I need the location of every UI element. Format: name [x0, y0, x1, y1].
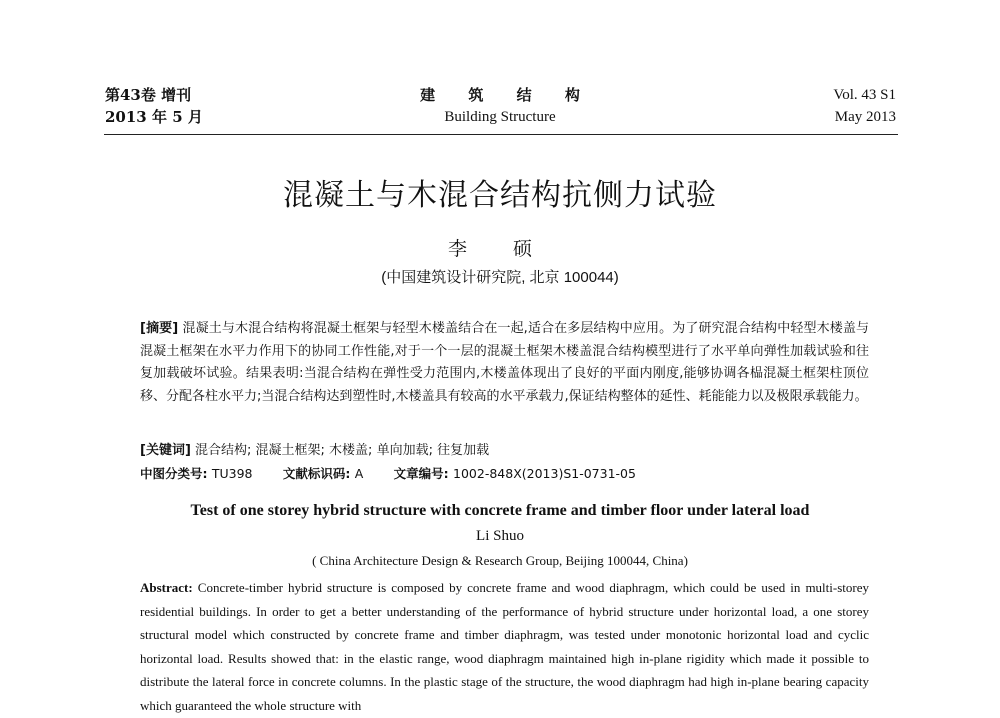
- abstract-en-text: Concrete-timber hybrid structure is composed by concrete frame and wood diaphragm, which could be used in multi-storey residential buildings. In order to get a better understanding of the performance of hybrid structure under horizontal load, a one storey structural model which constructed by concrete frame and timber diaphragm, was tested under monotonic horizontal load and cyclic horizontal load. Results showed that: in the elastic range, wood diaphragm maintained high in-plane rigidity which made it possible to distribute the lateral force in concrete columns. In the plastic stage of the structure, the wood diaphragm had high in-plane bearing capacity which guaranteed the whole structure with: [140, 580, 869, 713]
- keywords-cn: [140, 439, 869, 458]
- abstract-cn-text: 混凝土与木混合结构将混凝土框架与轻型木楼盖结合在一起,适合在多层结构中应用。为了研究混合结构中轻型木楼盖与混凝土框架在水平力作用下的协同工作性能,对于一个一层的混凝土框架木楼盖混合结构模型进行了水平单向弹性加载试验和往复加载破坏试验。结果表明:当混合结构在弹性受力范围内,木楼盖体现出了良好的平面内刚度,能够协调各榀混凝土框架柱顶位移、分配各柱水平力;当混合结构达到塑性时,木楼盖具有较高的水平承载力,保证结构整体的延性、耗能能力以及极限承载能力。: [140, 321, 869, 404]
- article-value: 1002-848X(2013)S1-0731-05: [453, 466, 636, 481]
- journal-date-cn: 2013 年 5 月: [105, 108, 203, 126]
- abstract-cn-label: [摘要]: [140, 321, 179, 336]
- affiliation-cn: (中国建筑设计研究院, 北京 100044): [381, 269, 619, 286]
- doc-code-value: A: [354, 466, 364, 481]
- author-cn: 李 硕: [447, 238, 553, 260]
- journal-name-en: Building Structure: [444, 109, 556, 125]
- document-code: [283, 466, 368, 481]
- doc-code-label: 文献标识码:: [282, 466, 351, 481]
- journal-issue: 第43卷 增刊: [105, 86, 192, 104]
- affiliation-en: ( China Architecture Design & Research Group, Beijing 100044, China): [312, 553, 688, 568]
- header-rule: [104, 134, 898, 135]
- classification-line: [140, 464, 869, 482]
- abstract-en-label: Abstract:: [140, 580, 193, 595]
- paper-title-en: Test of one storey hybrid structure with concrete frame and timber floor under lateral load: [190, 502, 810, 519]
- keywords-cn-label: [关键词]: [140, 443, 191, 458]
- abstract-cn: [140, 318, 869, 408]
- clc-value: TU398: [211, 466, 253, 481]
- article-label: 文章编号:: [393, 466, 449, 481]
- keywords-cn-text: 混合结构; 混凝土框架; 木楼盖; 单向加载; 往复加载: [195, 443, 490, 458]
- journal-name-cn: 建 筑 结 构: [420, 86, 594, 104]
- journal-volume-en: Vol. 43 S1: [833, 87, 896, 103]
- paper-title-cn: 混凝土与木混合结构抗侧力试验: [283, 178, 717, 213]
- clc-label: 中图分类号:: [140, 466, 208, 481]
- clc-number: [140, 466, 257, 481]
- journal-volume-en-block: [833, 84, 896, 128]
- author-en: Li Shuo: [476, 528, 524, 544]
- article-number: [394, 466, 636, 481]
- abstract-en: [140, 576, 869, 717]
- journal-date-en: May 2013: [834, 109, 896, 125]
